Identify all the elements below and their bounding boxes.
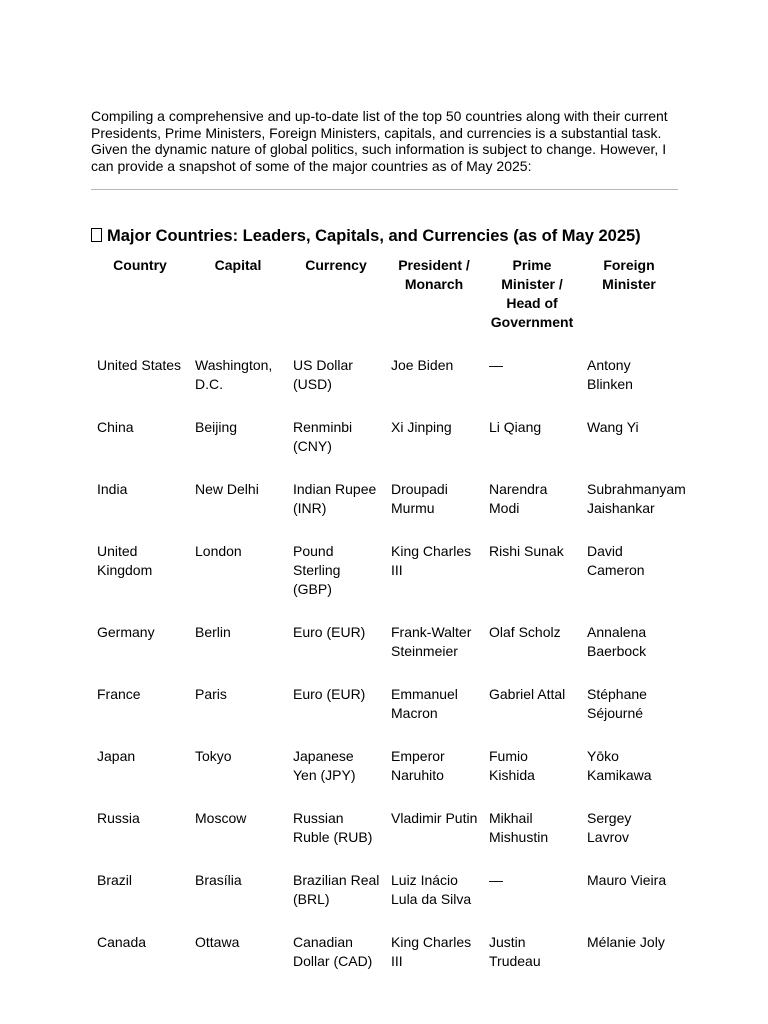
table-header-row [91,249,677,344]
cell-capital: Tokyo [195,748,232,764]
cell-capital: Brasília [195,872,242,888]
cell-foreign-minister: Yōko Kamikawa [587,748,652,783]
cell-country: Germany [97,624,155,640]
header-capital: Capital [214,257,262,273]
cell-currency: Euro (EUR) [293,624,366,640]
table-row [91,530,677,611]
cell-foreign-minister: Antony Blinken [587,357,633,392]
cell-country: United States [97,357,182,373]
cell-foreign-minister: Wang Yi [587,419,639,435]
cell-country: India [97,481,128,497]
cell-foreign-minister: David Cameron [587,543,645,578]
cell-capital: New Delhi [195,481,259,497]
cell-foreign-minister: Mauro Vieira [587,872,667,888]
cell-currency: Pound Sterling (GBP) [293,543,341,597]
cell-currency: Brazilian Real (BRL) [293,872,380,907]
table-row [91,797,677,859]
cell-prime-minister: Fumio Kishida [489,748,535,783]
table-row [91,468,677,530]
cell-currency: US Dollar (USD) [293,357,353,392]
section-title: Major Countries: Leaders, Capitals, and Currencies (as of May 2025) [107,227,641,245]
cell-foreign-minister: Stéphane Séjourné [587,686,647,721]
cell-prime-minister: Gabriel Attal [489,686,566,702]
cell-president: King Charles III [391,543,472,578]
cell-president: Frank-Walter Steinmeier [391,624,472,659]
cell-foreign-minister: Mélanie Joly [587,934,665,950]
cell-currency: Russian Ruble (RUB) [293,810,373,845]
cell-prime-minister: Narendra Modi [489,481,548,516]
table-row [91,673,677,735]
table-row [91,344,677,406]
cell-capital: Moscow [195,810,247,826]
cell-capital: Berlin [195,624,231,640]
section-heading [91,226,711,246]
cell-prime-minister: — [489,872,503,888]
table-row [91,735,677,797]
cell-country: France [97,686,141,702]
header-currency: Currency [305,257,367,273]
cell-currency: Euro (EUR) [293,686,366,702]
cell-capital: Ottawa [195,934,240,950]
header-country: Country [113,257,167,273]
cell-prime-minister: Li Qiang [489,419,542,435]
cell-currency: Canadian Dollar (CAD) [293,934,373,969]
countries-table [91,249,686,983]
missing-glyph-icon [91,228,102,242]
cell-country: Japan [97,748,136,764]
cell-currency: Japanese Yen (JPY) [293,748,356,783]
cell-foreign-minister: Annalena Baerbock [587,624,647,659]
cell-president: Emperor Naruhito [391,748,445,783]
cell-president: Emmanuel Macron [391,686,458,721]
table-row [91,406,677,468]
cell-president: Luiz Inácio Lula da Silva [391,872,472,907]
cell-country: Canada [97,934,147,950]
cell-prime-minister: — [489,357,503,373]
horizontal-divider [91,189,678,190]
cell-prime-minister: Mikhail Mishustin [489,810,549,845]
cell-country: Brazil [97,872,133,888]
header-foreign-minister: Foreign Minister [602,257,656,292]
cell-president: Xi Jinping [391,419,452,435]
header-prime-minister: Prime Minister / Head of Government [490,257,574,330]
table-row [91,859,677,921]
cell-president: King Charles III [391,934,472,969]
cell-country: United Kingdom [97,543,153,578]
cell-prime-minister: Olaf Scholz [489,624,561,640]
cell-foreign-minister: Subrahmanyam Jaishankar [587,481,686,516]
table-row [91,921,677,983]
cell-president: Vladimir Putin [391,810,478,826]
cell-prime-minister: Rishi Sunak [489,543,564,559]
cell-foreign-minister: Sergey Lavrov [587,810,632,845]
header-president: President / Monarch [398,257,470,292]
cell-capital: Washington, D.C. [195,357,273,392]
cell-capital: Beijing [195,419,238,435]
cell-currency: Indian Rupee (INR) [293,481,377,516]
cell-currency: Renminbi (CNY) [293,419,353,454]
cell-prime-minister: Justin Trudeau [489,934,541,969]
cell-country: China [97,419,134,435]
cell-country: Russia [97,810,140,826]
cell-capital: Paris [195,686,227,702]
cell-president: Joe Biden [391,357,454,373]
table-row [91,611,677,673]
cell-capital: London [195,543,242,559]
cell-president: Droupadi Murmu [391,481,448,516]
intro-paragraph: Compiling a comprehensive and up-to-date list of the top 50 countries along with their current Presidents, Prime Ministers, Foreign Ministers, capitals, and currencies is a substantial task. Given the dynamic nature of global politics, such information is subject to change. However, I can provide a snapshot of some of the major countries as of May 2025: [91,108,668,174]
